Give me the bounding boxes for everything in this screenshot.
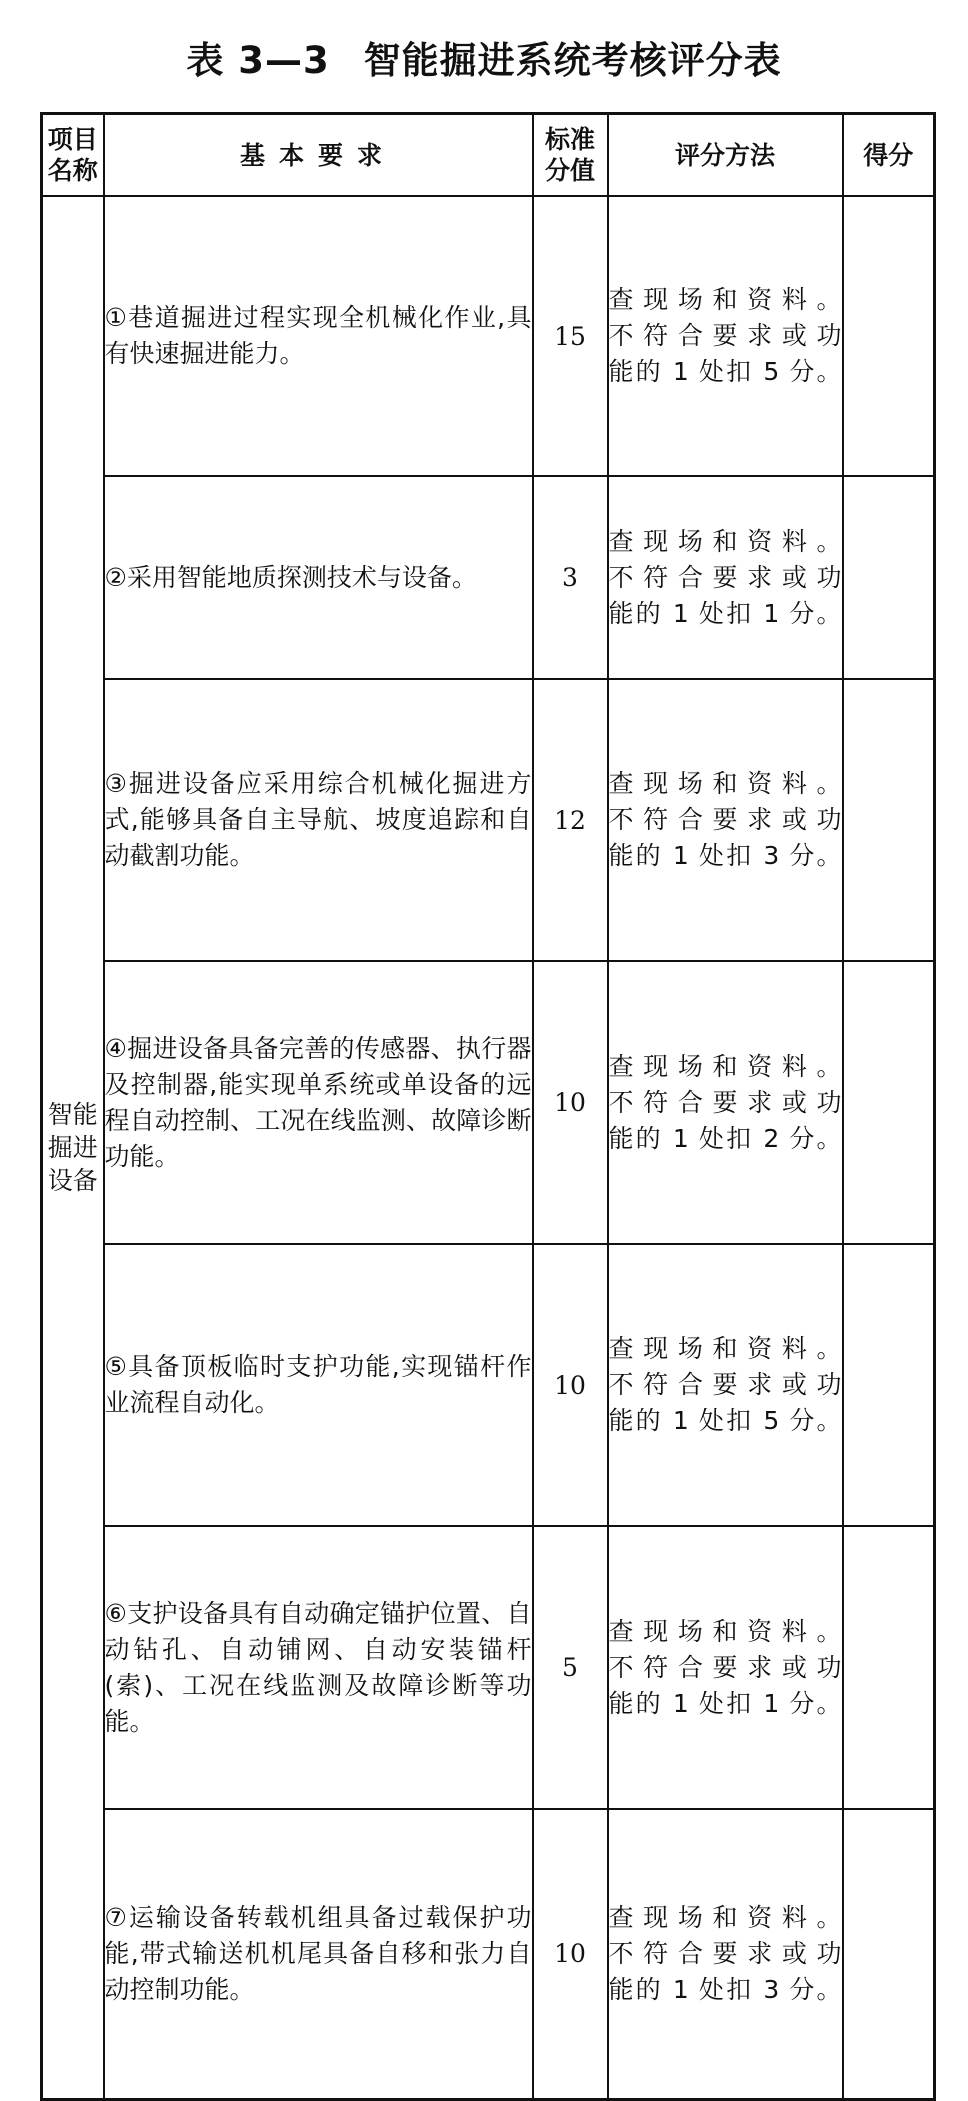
score-cell (843, 961, 935, 1244)
scoring-table (40, 112, 936, 2101)
points-cell: 5 (533, 1526, 608, 1809)
header-category: 项目 名称 (42, 114, 104, 197)
table-row (42, 961, 935, 1244)
table-row (42, 196, 935, 476)
score-cell (843, 196, 935, 476)
table-row (42, 1244, 935, 1526)
score-cell (843, 476, 935, 679)
table-row (42, 1809, 935, 2099)
method-cell: 查现场和资料。 不符合要求或功 能的 1 处扣 3 分。 (608, 1809, 843, 2099)
header-row (42, 114, 935, 197)
requirement-cell: ⑦运输设备转载机组具备过载保护功能,带式输送机机尾具备自移和张力自动控制功能。 (104, 1809, 533, 2099)
requirement-cell: ⑥支护设备具有自动确定锚护位置、自动钻孔、自动铺网、自动安装锚杆(索)、工况在线监测及故障诊断等功能。 (104, 1526, 533, 1809)
method-cell: 查现场和资料。 不符合要求或功 能的 1 处扣 2 分。 (608, 961, 843, 1244)
requirement-cell: ③掘进设备应采用综合机械化掘进方式,能够具备自主导航、坡度追踪和自动截割功能。 (104, 679, 533, 961)
table-row (42, 1526, 935, 1809)
table-row (42, 679, 935, 961)
points-cell: 15 (533, 196, 608, 476)
requirement-cell: ②采用智能地质探测技术与设备。 (104, 476, 533, 679)
header-score: 得分 (843, 114, 935, 197)
method-cell: 查现场和资料。 不符合要求或功 能的 1 处扣 1 分。 (608, 476, 843, 679)
requirement-cell: ⑤具备顶板临时支护功能,实现锚杆作业流程自动化。 (104, 1244, 533, 1526)
table-name: 智能掘进系统考核评分表 (363, 39, 782, 82)
points-cell: 10 (533, 961, 608, 1244)
table-number: 表 3—3 (186, 39, 330, 82)
table-title (0, 30, 968, 84)
points-cell: 12 (533, 679, 608, 961)
score-cell (843, 1526, 935, 1809)
points-cell: 10 (533, 1809, 608, 2099)
points-cell: 10 (533, 1244, 608, 1526)
header-method: 评分方法 (608, 114, 843, 197)
table-row (42, 476, 935, 679)
score-cell (843, 1244, 935, 1526)
category-cell: 智能 掘进 设备 (42, 196, 104, 2099)
points-cell: 3 (533, 476, 608, 679)
header-points: 标准 分值 (533, 114, 608, 197)
method-cell: 查现场和资料。 不符合要求或功 能的 1 处扣 5 分。 (608, 196, 843, 476)
header-requirement: 基本要求 (104, 114, 533, 197)
requirement-cell: ①巷道掘进过程实现全机械化作业,具有快速掘进能力。 (104, 196, 533, 476)
method-cell: 查现场和资料。 不符合要求或功 能的 1 处扣 5 分。 (608, 1244, 843, 1526)
method-cell: 查现场和资料。 不符合要求或功 能的 1 处扣 1 分。 (608, 1526, 843, 1809)
requirement-cell: ④掘进设备具备完善的传感器、执行器及控制器,能实现单系统或单设备的远程自动控制、工况在线监测、故障诊断功能。 (104, 961, 533, 1244)
score-cell (843, 1809, 935, 2099)
method-cell: 查现场和资料。 不符合要求或功 能的 1 处扣 3 分。 (608, 679, 843, 961)
score-cell (843, 679, 935, 961)
